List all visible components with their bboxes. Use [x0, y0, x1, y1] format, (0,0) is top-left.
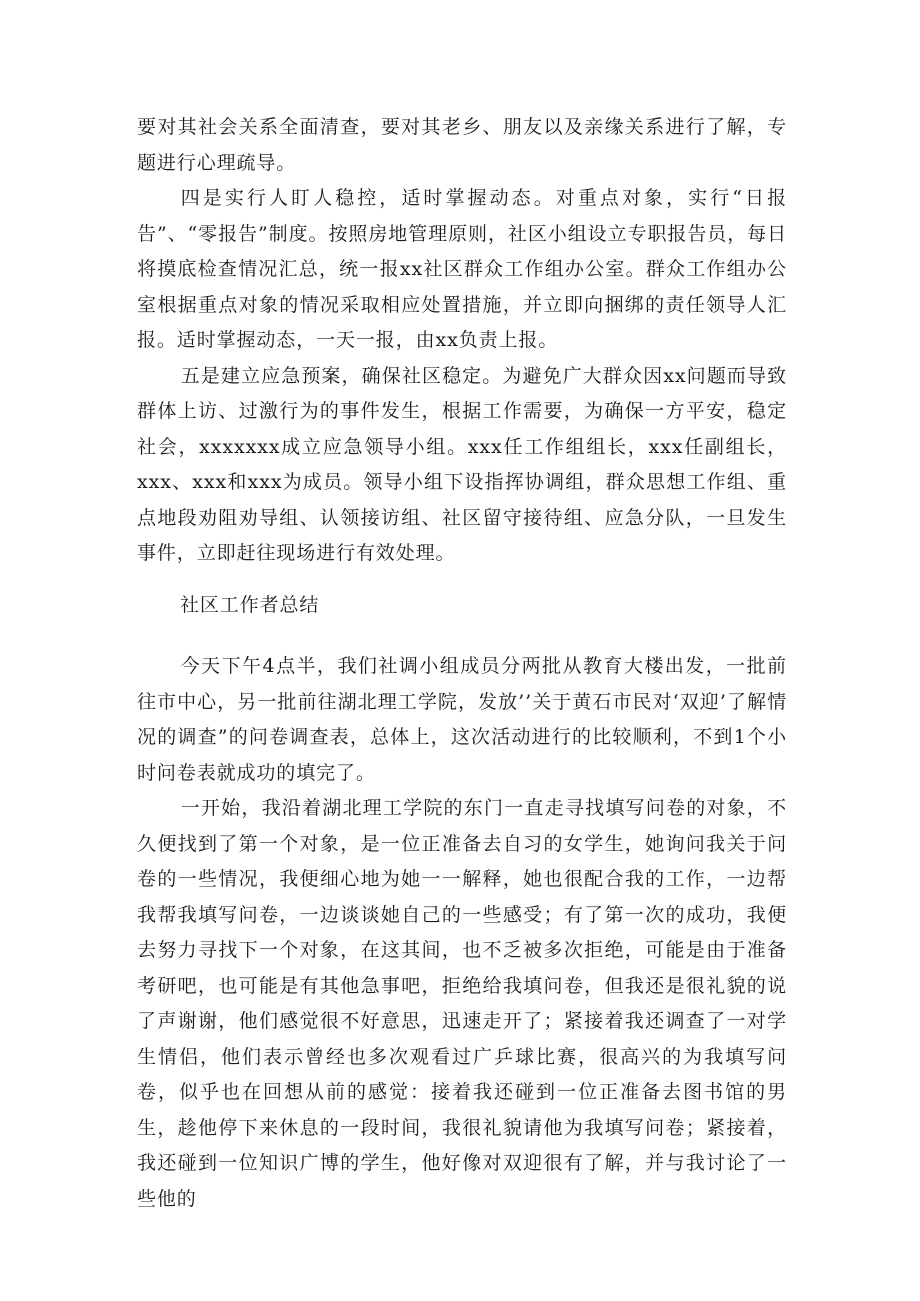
paragraph-four: 四是实行人盯人稳控，适时掌握动态。对重点对象，实行“日报告”、“零报告”制度。按照房地管理原则，社区小组设立专职报告员，每日将摸底检查情况汇总，统一报xx社区群众工作组办公室。群众工作组办公室根据重点对象的情况采取相应处置措施，并立即向捆绑的责任领导人汇报。适时掌握动态，一天一报，由xx负责上报。	[137, 187, 787, 351]
intro-paragraph: 今天下午4点半，我们社调小组成员分两批从教育大楼出发，一批前往市中心，另一批前往湖北理工学院，发放’’关于黄石市民对‘双迎’了解情况的调查”的问卷调查表，总体上，这次活动进行的比较顺利，不到1个小时问卷表就成功的填完了。	[137, 655, 787, 784]
continuation-paragraph: 要对其社会关系全面清查，要对其老乡、朋友以及亲缘关系进行了解，专题进行心理疏导。	[137, 116, 787, 174]
paragraph-five: 五是建立应急预案，确保社区稳定。为避免广大群众因xx问题而导致群体上访、过激行为的事件发生，根据工作需要，为确保一方平安，稳定社会，xxxxxxx成立应急领导小组。xxx任工作组组长，xxx任副组长，xxx、xxx和xxx为成员。领导小组下设指挥协调组，群众思想工作组、重点地段劝阻劝导组、认领接访组、社区留守接待组、应急分队，一旦发生事件，立即赶往现场进行有效处理。	[137, 364, 787, 564]
top-text-block	[137, 110, 787, 572]
bottom-text-block	[137, 649, 787, 1217]
section-title: 社区工作者总结	[180, 594, 320, 616]
story-paragraph: 一开始，我沿着湖北理工学院的东门一直走寻找填写问卷的对象，不久便找到了第一个对象，是一位正准备去自习的女学生，她询问我关于问卷的一些情况，我便细心地为她一一解释，她也很配合我的工作，一边帮我帮我填写问卷，一边谈谈她自己的一些感受；有了第一次的成功，我便去努力寻找下一个对象，在这其间，也不乏被多次拒绝，可能是由于准备考研吧，也可能是有其他急事吧，拒绝给我填问卷，但我还是很礼貌的说了声谢谢，他们感觉很不好意思，迅速走开了；紧接着我还调查了一对学生情侣，他们表示曾经也多次观看过广乒球比赛，很高兴的为我填写问卷，似乎也在回想从前的感觉：接着我还碰到一位正准备去图书馆的男生，趁他停下来休息的一段时间，我很礼貌请他为我填写问卷；紧接着，我还碰到一位知识广博的学生，他好像对双迎很有了解，并与我讨论了一些他的	[137, 797, 787, 1210]
